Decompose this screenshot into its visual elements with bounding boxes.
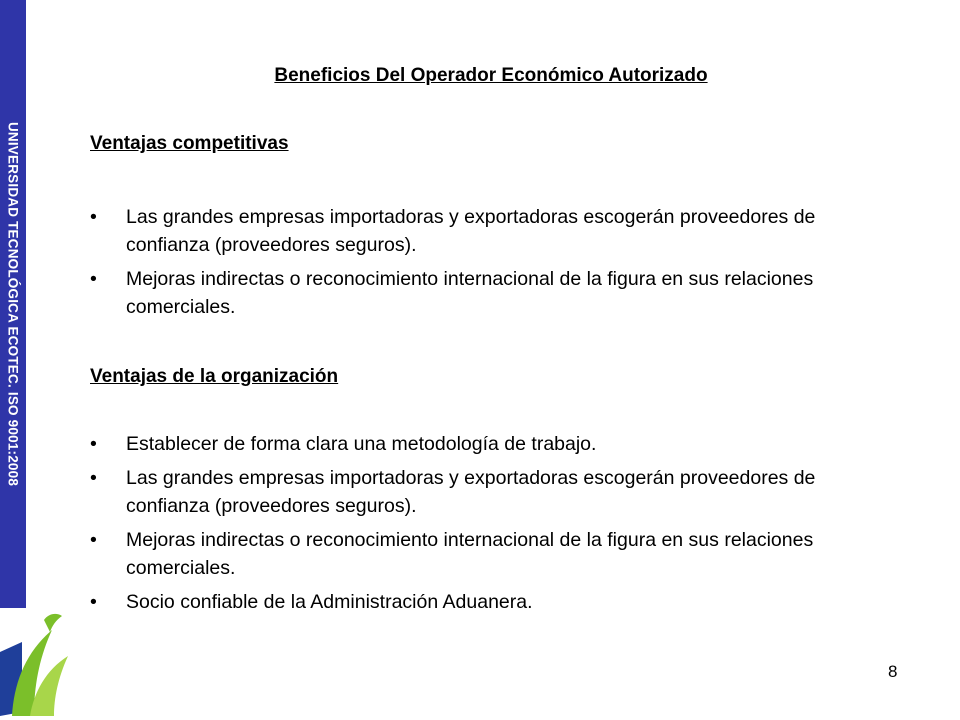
bullet-icon: • <box>90 206 97 228</box>
sidebar-band <box>0 0 26 608</box>
list-item: • Mejoras indirectas o reconocimiento internacional de la figura en sus relaciones comerciales. <box>90 265 870 321</box>
page-title: Beneficios Del Operador Económico Autorizado <box>274 65 708 86</box>
list-item: • Las grandes empresas importadoras y exportadoras escogerán proveedores de confianza (proveedores seguros). <box>90 464 870 520</box>
section-heading-competitive: Ventajas competitivas <box>90 133 289 154</box>
bullet-list-organization <box>90 430 870 622</box>
sidebar-vertical-text: UNIVERSIDAD TECNOLÓGICA ECOTEC. ISO 9001:2008 <box>5 121 21 487</box>
bullet-icon: • <box>90 529 97 551</box>
list-item: • Establecer de forma clara una metodología de trabajo. <box>90 430 870 458</box>
bullet-icon: • <box>90 591 97 613</box>
bullet-icon: • <box>90 268 97 290</box>
bullet-icon: • <box>90 433 97 455</box>
page-number: 8 <box>888 662 898 681</box>
list-item: • Mejoras indirectas o reconocimiento internacional de la figura en sus relaciones comerciales. <box>90 526 870 582</box>
list-item: • Las grandes empresas importadoras y exportadoras escogerán proveedores de confianza (proveedores seguros). <box>90 203 870 259</box>
list-item: • Socio confiable de la Administración Aduanera. <box>90 588 870 616</box>
section-heading-organization: Ventajas de la organización <box>90 366 339 387</box>
university-logo-icon <box>0 612 72 720</box>
bullet-icon: • <box>90 467 97 489</box>
bullet-list-competitive <box>90 203 870 327</box>
